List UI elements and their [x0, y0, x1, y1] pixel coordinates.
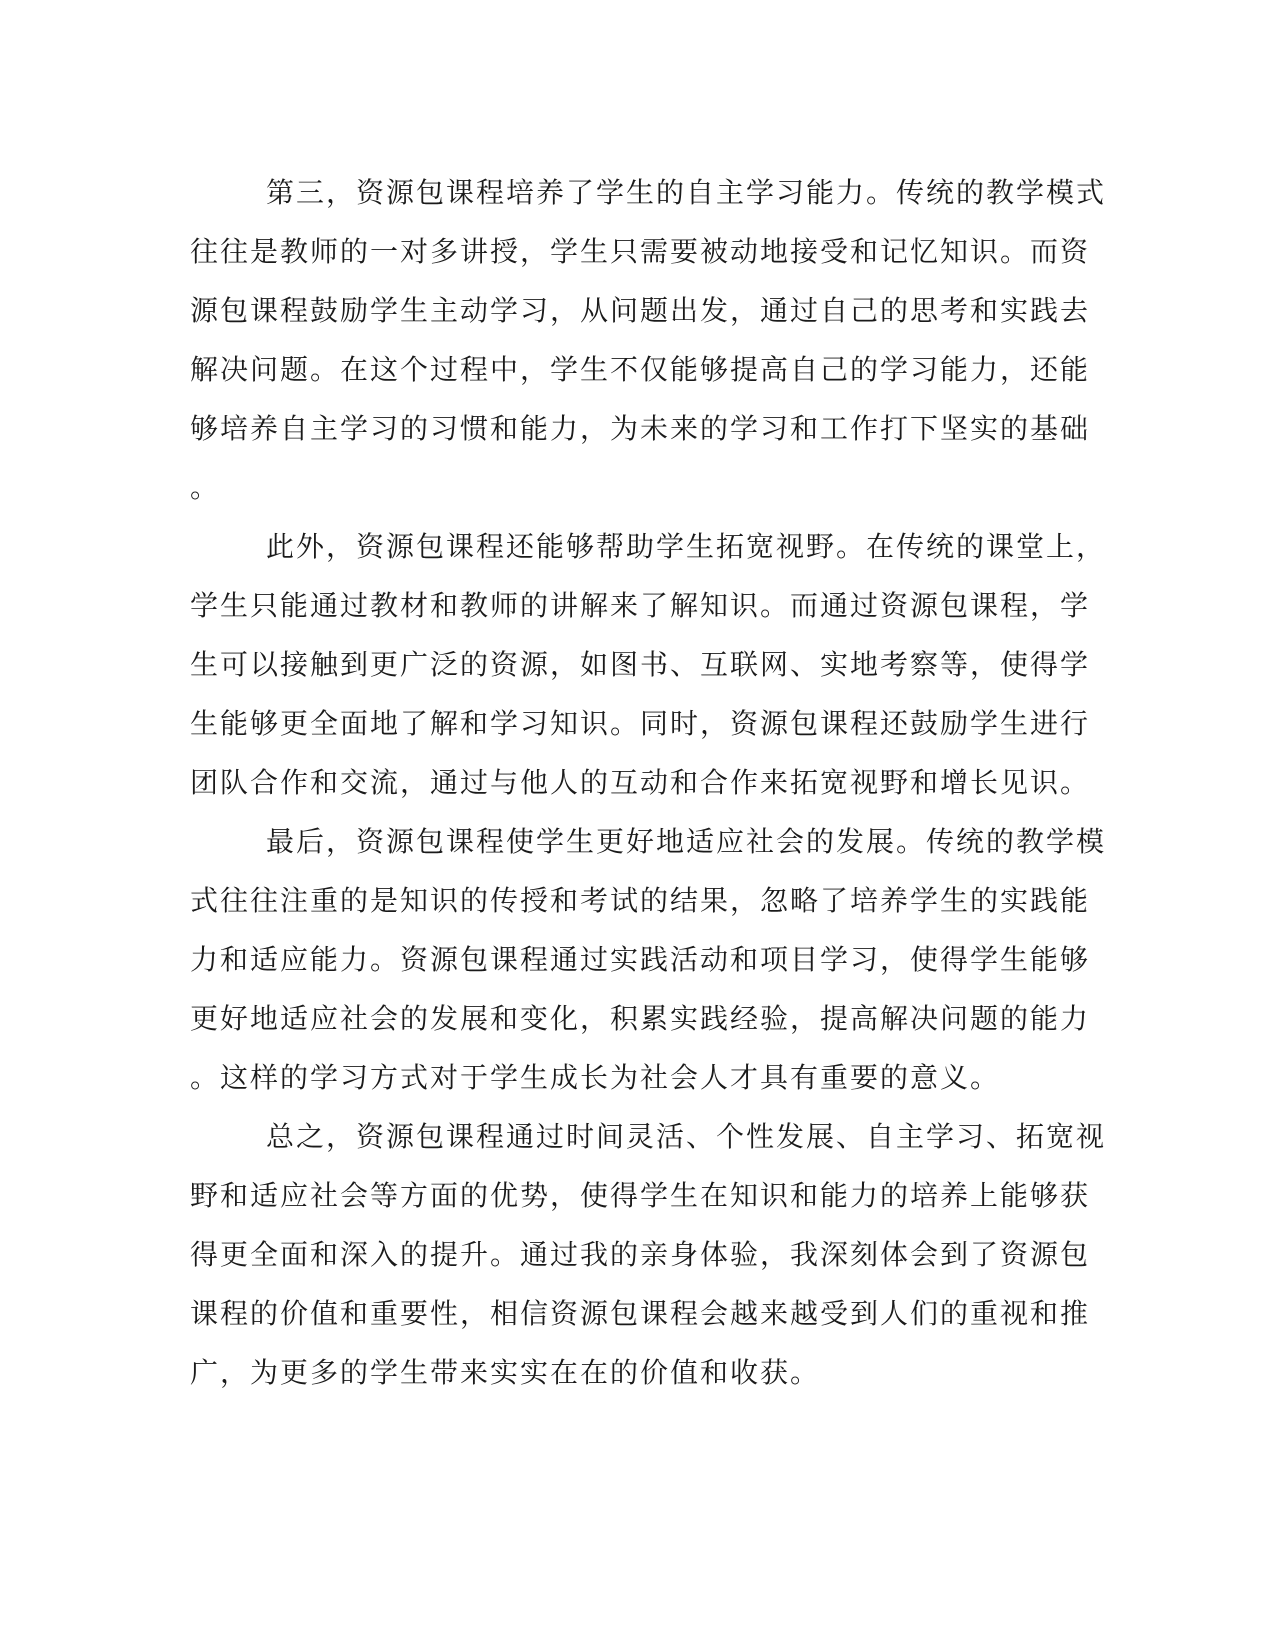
paragraph-line: 得更全面和深入的提升。通过我的亲身体验，我深刻体会到了资源包: [190, 1238, 1091, 1271]
paragraph-line: 第三，资源包课程培养了学生的自主学习能力。传统的教学模式: [266, 176, 1107, 209]
document-body: [190, 163, 1107, 1402]
paragraph: [190, 163, 1107, 517]
paragraph-line: 野和适应社会等方面的优势，使得学生在知识和能力的培养上能够获: [190, 1179, 1091, 1212]
paragraph: [190, 517, 1107, 812]
paragraph-line: 够培养自主学习的习惯和能力，为未来的学习和工作打下坚实的基础: [190, 412, 1091, 445]
paragraph-line: 此外，资源包课程还能够帮助学生拓宽视野。在传统的课堂上，: [266, 530, 1107, 563]
paragraph-line: 生可以接触到更广泛的资源，如图书、互联网、实地考察等，使得学: [190, 648, 1091, 681]
paragraph-line: 。: [190, 471, 221, 504]
paragraph-line: 总之，资源包课程通过时间灵活、个性发展、自主学习、拓宽视: [266, 1120, 1107, 1153]
paragraph-line: 更好地适应社会的发展和变化，积累实践经验，提高解决问题的能力: [190, 1002, 1091, 1035]
paragraph: [190, 1107, 1107, 1402]
paragraph-line: 学生只能通过教材和教师的讲解来了解知识。而通过资源包课程，学: [190, 589, 1091, 622]
paragraph-line: 力和适应能力。资源包课程通过实践活动和项目学习，使得学生能够: [190, 943, 1091, 976]
paragraph-line: 。这样的学习方式对于学生成长为社会人才具有重要的意义。: [190, 1061, 1001, 1094]
paragraph-line: 最后，资源包课程使学生更好地适应社会的发展。传统的教学模: [266, 825, 1107, 858]
paragraph-line: 课程的价值和重要性，相信资源包课程会越来越受到人们的重视和推: [190, 1297, 1091, 1330]
paragraph-line: 解决问题。在这个过程中，学生不仅能够提高自己的学习能力，还能: [190, 353, 1091, 386]
paragraph-line: 源包课程鼓励学生主动学习，从问题出发，通过自己的思考和实践去: [190, 294, 1091, 327]
paragraph-line: 广，为更多的学生带来实实在在的价值和收获。: [190, 1356, 821, 1389]
paragraph-line: 往往是教师的一对多讲授，学生只需要被动地接受和记忆知识。而资: [190, 235, 1091, 268]
paragraph-line: 式往往注重的是知识的传授和考试的结果，忽略了培养学生的实践能: [190, 884, 1091, 917]
paragraph-line: 团队合作和交流，通过与他人的互动和合作来拓宽视野和增长见识。: [190, 766, 1091, 799]
paragraph-line: 生能够更全面地了解和学习知识。同时，资源包课程还鼓励学生进行: [190, 707, 1091, 740]
paragraph: [190, 812, 1107, 1107]
